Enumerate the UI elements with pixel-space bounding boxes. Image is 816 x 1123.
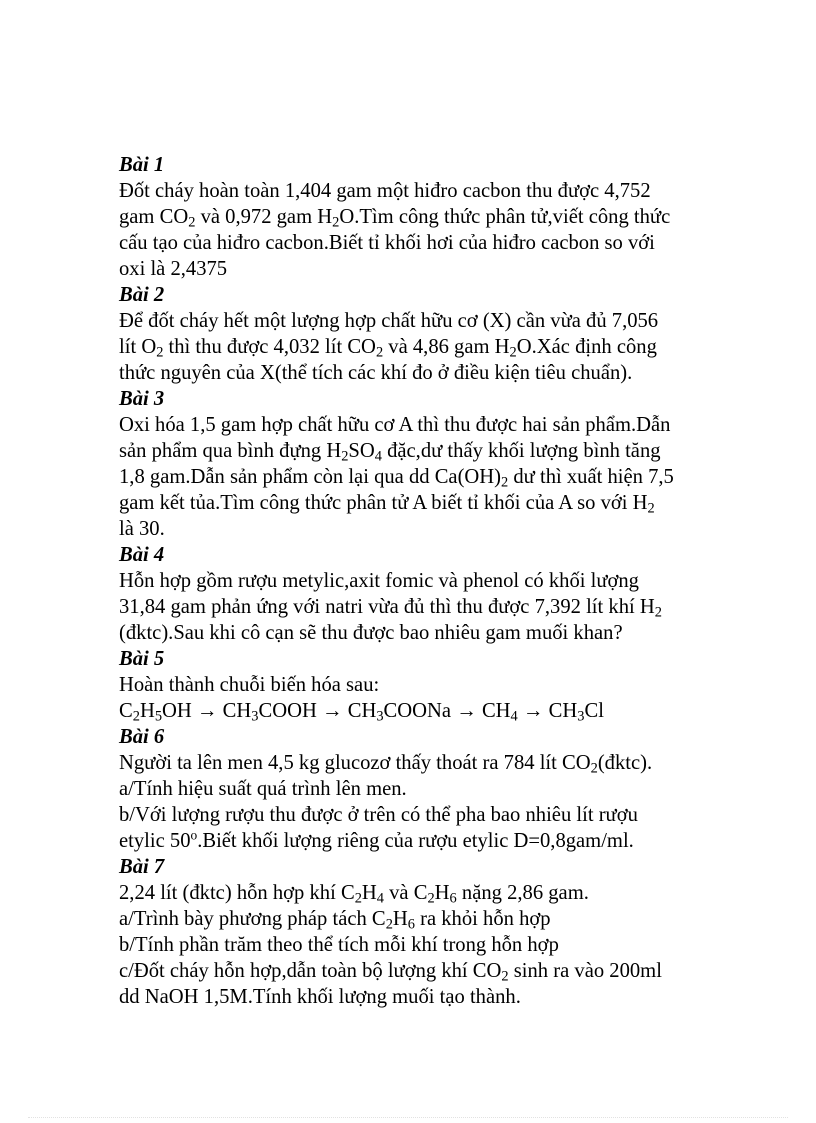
text-run: H [392,908,408,930]
exercise-7-line-3: b/Tính phần trăm theo thể tích mỗi khí trong hỗn hợp [119,934,559,956]
text-run: CH [481,700,511,722]
text-run: c/Đốt cháy hỗn hợp,dẫn toàn bộ lượng khí CO [119,960,502,982]
subscript: 2 [654,604,662,621]
exercise-1-line-4: oxi là 2,4375 [119,258,228,280]
subscript: 2 [375,344,384,361]
exercise-2-text [119,308,719,386]
text-run: và 4,86 gam H [383,336,510,358]
arrow-right-icon: → [451,700,482,722]
text-run: thì thu được 4,032 lít CO [163,336,376,358]
exercise-7-line-2 [119,906,719,932]
page-bottom-divider [28,1117,788,1118]
exercise-2 [119,282,719,386]
text-run: H [139,700,155,722]
exercise-6-line-1 [119,750,719,776]
exercise-1-line-1: Đốt cháy hoàn toàn 1,404 gam một hiđro cacbon thu được 4,752 [119,180,651,202]
exercise-5 [119,646,719,724]
text-run: SO [348,440,375,462]
exercise-3-line-4 [119,490,719,516]
text-run: COOH [258,700,317,722]
superscript: o [190,827,198,843]
text-run: sản phẩm qua bình đựng H [119,440,342,462]
subscript: 2 [501,968,509,985]
exercise-3-line-3 [119,464,719,490]
subscript: 2 [332,214,340,231]
exercise-5-text [119,672,719,724]
exercise-1-text [119,178,719,282]
text-run: OH [162,700,192,722]
subscript: 2 [354,890,362,907]
subscript: 2 [501,474,509,491]
subscript: 4 [374,448,382,465]
text-run: H [434,882,450,904]
arrow-right-icon: → [517,700,549,722]
exercise-3 [119,386,719,542]
subscript: 5 [154,708,163,725]
text-run: 1,8 gam.Dẫn sản phẩm còn lại qua dd Ca(OH) [119,466,502,488]
text-run: C [119,700,133,722]
text-run: và C [383,882,428,904]
arrow-right-icon: → [316,700,348,722]
subscript: 6 [449,890,457,907]
text-run: H [361,882,377,904]
subscript: 4 [510,708,518,725]
text-run: và 0,972 gam H [195,206,333,228]
exercise-4-text [119,568,719,646]
text-run: a/Trình bày phương pháp tách C [119,908,386,930]
text-run: CH [548,700,578,722]
subscript: 4 [376,890,384,907]
text-run: gam kết tủa.Tìm công thức phân tử A biết tỉ khối của A so với H [119,492,648,514]
text-run: 2,24 lít (đktc) hỗn hợp khí C [119,882,355,904]
subscript: 3 [577,708,585,725]
subscript: 2 [427,890,435,907]
text-run: dư thì xuất hiện 7,5 [508,466,674,488]
exercise-1-line-3: cấu tạo của hiđro cacbon.Biết tỉ khối hơi của hiđro cacbon so với [119,232,655,254]
exercise-6-line-3: b/Với lượng rượu thu được ở trên có thể pha bao nhiêu lít rượu [119,804,638,826]
exercise-4-line-3: (đktc).Sau khi cô cạn sẽ thu được bao nhiêu gam muối khan? [119,622,623,644]
text-run: etylic 50 [119,830,191,852]
text-run: CH [222,700,252,722]
exercise-5-heading: Bài 5 [119,648,165,670]
exercise-2-heading: Bài 2 [119,284,165,306]
text-run: O.Xác định công [516,336,657,358]
exercise-3-line-5: là 30. [119,518,165,540]
text-run: ra khỏi hỗn hợp [414,908,551,930]
text-run: CH [347,700,377,722]
exercise-2-line-3: thức nguyên của X(thể tích các khí đo ở điều kiện tiêu chuẩn). [119,362,633,384]
subscript: 3 [251,708,259,725]
exercise-4-line-1: Hỗn hợp gồm rượu metylic,axit fomic và phenol có khối lượng [119,570,639,592]
exercise-3-heading: Bài 3 [119,388,165,410]
exercise-6-line-4 [119,828,719,854]
exercise-2-line-2 [119,334,719,360]
exercise-4-heading: Bài 4 [119,544,165,566]
subscript: 6 [407,916,415,933]
exercise-1-heading: Bài 1 [119,154,165,176]
subscript: 2 [509,344,517,361]
subscript: 3 [376,708,384,725]
exercise-6-line-2: a/Tính hiệu suất quá trình lên men. [119,778,407,800]
text-run: Cl [584,700,604,722]
subscript: 2 [385,916,393,933]
text-run: đặc,dư thấy khối lượng bình tăng [381,440,661,462]
text-run: O.Tìm công thức phân tử,viết công thức [339,206,671,228]
subscript: 2 [647,500,655,517]
reaction-chain [119,698,719,724]
exercise-5-line-1: Hoàn thành chuỗi biến hóa sau: [119,674,380,696]
text-run: COONa [383,700,452,722]
arrow-right-icon: → [191,700,223,722]
exercise-4-line-2 [119,594,719,620]
exercise-7 [119,854,719,1010]
exercise-4 [119,542,719,646]
text-run: sinh ra vào 200ml [508,960,662,982]
exercise-6 [119,724,719,854]
text-run: .Biết khối lượng riêng của rượu etylic D=0,8gam/ml. [197,830,634,852]
exercise-1-line-2 [119,204,719,230]
exercise-7-line-1 [119,880,719,906]
exercise-3-text [119,412,719,542]
exercise-3-line-2 [119,438,719,464]
text-run: 31,84 gam phản ứng với natri vừa đủ thì thu được 7,392 lít khí H [119,596,655,618]
text-run: gam CO [119,206,189,228]
exercise-7-text [119,880,719,1010]
text-run: (đktc). [597,752,653,774]
subscript: 2 [156,344,164,361]
exercise-7-line-5: dd NaOH 1,5M.Tính khối lượng muối tạo thành. [119,986,521,1008]
subscript: 2 [590,760,598,777]
exercise-sheet [119,152,719,1010]
subscript: 2 [341,448,349,465]
text-run: nặng 2,86 gam. [456,882,589,904]
exercise-6-heading: Bài 6 [119,726,165,748]
subscript: 2 [188,214,196,231]
exercise-7-line-4 [119,958,719,984]
exercise-6-text [119,750,719,854]
text-run: lít O [119,336,157,358]
exercise-7-heading: Bài 7 [119,856,165,878]
exercise-2-line-1: Để đốt cháy hết một lượng hợp chất hữu cơ (X) cần vừa đủ 7,056 [119,310,659,332]
exercise-3-line-1: Oxi hóa 1,5 gam hợp chất hữu cơ A thì thu được hai sản phẩm.Dẫn [119,414,671,436]
text-run: Người ta lên men 4,5 kg glucozơ thấy thoát ra 784 lít CO [119,752,591,774]
subscript: 2 [132,708,140,725]
exercise-1 [119,152,719,282]
